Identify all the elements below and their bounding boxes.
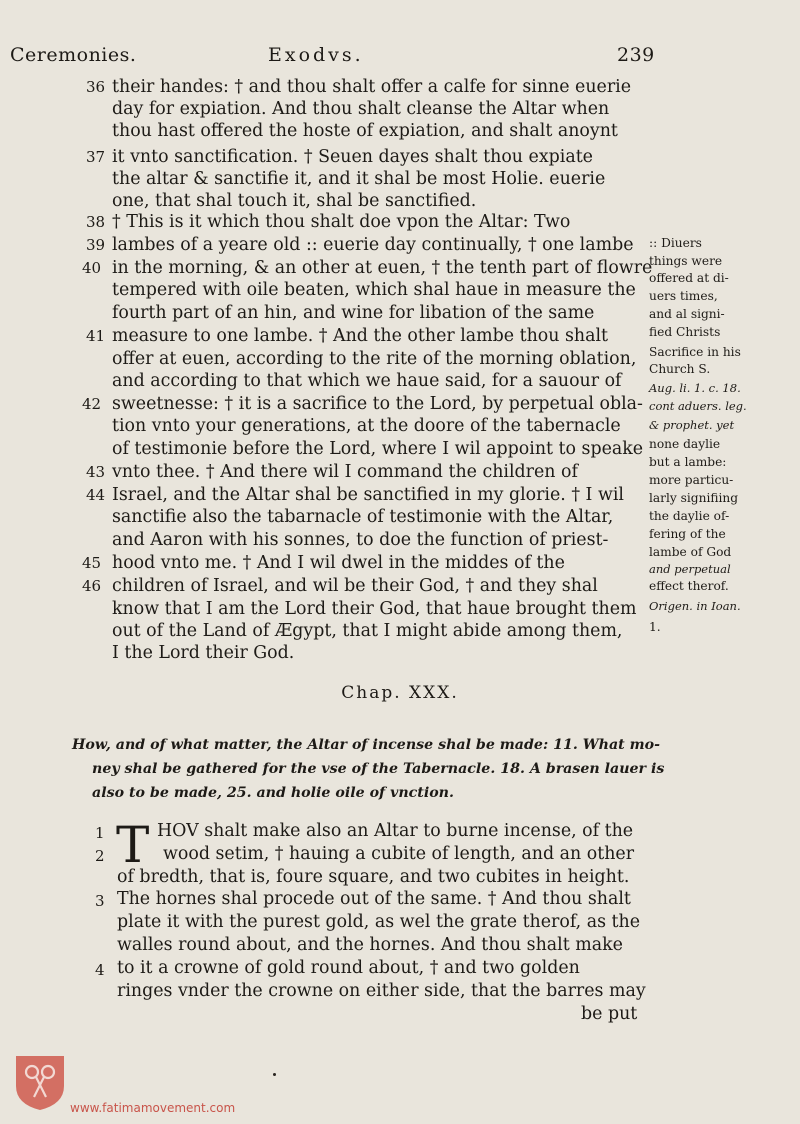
verse-number: 36 <box>86 78 106 96</box>
running-header-left: Ceremonies. <box>10 44 137 66</box>
margin-line: and perpetual <box>649 562 731 576</box>
verse-number: 43 <box>86 463 106 481</box>
ink-speck <box>273 1073 276 1076</box>
verse-number: 4 <box>95 961 105 979</box>
text-line: and Aaron with his sonnes, to doe the function of priest- <box>112 530 609 550</box>
margin-line: Sacrifice in his <box>649 345 741 359</box>
text-line: of bredth, that is, foure square, and two cubites in height. <box>117 867 630 887</box>
text-line: sweetnesse: † it is a sacrifice to the Lord, by perpetual obla- <box>112 394 643 414</box>
verse-number: 46 <box>82 577 102 595</box>
running-header-center: Exodvs. <box>268 44 364 66</box>
text-line: † This is it which thou shalt doe vpon the Altar: Two <box>112 212 571 232</box>
summary-line: ney shal be gathered for the vse of the Tabernacle. 18. A brasen lauer is <box>92 761 665 777</box>
fatima-movement-logo <box>12 1052 68 1112</box>
text-line: to it a crowne of gold round about, † and two golden <box>117 958 580 978</box>
text-line: wood setim, † hauing a cubite of length, and an other <box>163 844 635 864</box>
text-line: walles round about, and the hornes. And thou shalt make <box>117 935 623 955</box>
margin-line: fied Christs <box>649 325 721 339</box>
text-line: it vnto sanctification. † Seuen dayes shalt thou expiate <box>112 147 593 167</box>
margin-line: and al signi- <box>649 307 725 321</box>
margin-line: cont aduers. leg. <box>649 399 747 413</box>
text-line: know that I am the Lord their God, that haue brought them <box>112 599 637 619</box>
chapter-heading: Chap. XXX. <box>341 683 459 703</box>
verse-number: 42 <box>82 395 102 413</box>
margin-line: offered at di- <box>649 271 729 285</box>
footer-url[interactable]: www.fatimamovement.com <box>70 1101 236 1115</box>
text-line: tempered with oile beaten, which shal haue in measure the <box>112 280 636 300</box>
verse-number: 37 <box>86 148 106 166</box>
text-line: tion vnto your generations, at the doore of the tabernacle <box>112 416 621 436</box>
margin-line: :: Diuers <box>649 236 702 250</box>
margin-line: Church S. <box>649 362 711 376</box>
margin-line: Aug. li. 1. c. 18. <box>649 381 741 395</box>
text-line: fourth part of an hin, and wine for libation of the same <box>112 303 595 323</box>
text-line: children of Israel, and wil be their God, † and they shal <box>112 576 598 596</box>
text-line: measure to one lambe. † And the other lambe thou shalt <box>112 326 609 346</box>
summary-line: also to be made, 25. and holie oile of vnction. <box>92 785 454 801</box>
text-line: Israel, and the Altar shal be sanctified in my glorie. † I wil <box>112 485 624 505</box>
text-line: plate it with the purest gold, as wel the grate therof, as the <box>117 912 641 932</box>
margin-line: larly signifiing <box>649 491 739 505</box>
text-line: vnto thee. † And there wil I command the children of <box>112 462 578 482</box>
margin-line: 1. <box>649 620 661 634</box>
text-line: The hornes shal procede out of the same. † And thou shalt <box>117 889 631 909</box>
margin-line: Origen. in Ioan. <box>649 599 741 613</box>
margin-line: but a lambe: <box>649 455 727 469</box>
margin-line: effect therof. <box>649 579 729 593</box>
margin-line: uers times, <box>649 289 718 303</box>
text-line: day for expiation. And thou shalt cleanse the Altar when <box>112 99 610 119</box>
text-line: and according to that which we haue said, for a sauour of <box>112 371 622 391</box>
summary-line: How, and of what matter, the Altar of incense shal be made: 11. What mo- <box>72 737 661 753</box>
text-line: in the morning, & an other at euen, † the tenth part of flowre <box>112 258 653 278</box>
text-line: their handes: † and thou shalt offer a calfe for sinne euerie <box>112 77 631 97</box>
verse-number: 44 <box>86 486 106 504</box>
drop-cap: T <box>116 816 150 874</box>
text-line: out of the Land of Ægypt, that I might abide among them, <box>112 621 623 641</box>
margin-line: more particu- <box>649 473 734 487</box>
catchword: be put <box>581 1004 638 1024</box>
text-line: one, that shal touch it, shal be sanctified. <box>112 191 477 211</box>
text-line: HOV shalt make also an Altar to burne incense, of the <box>157 821 634 841</box>
text-line: I the Lord their God. <box>112 643 295 663</box>
page-number: 239 <box>617 44 655 66</box>
text-line: hood vnto me. † And I wil dwel in the middes of the <box>112 553 565 573</box>
text-line: offer at euen, according to the rite of the morning oblation, <box>112 349 637 369</box>
text-line: thou hast offered the hoste of expiation, and shalt anoynt <box>112 121 618 141</box>
text-line: the altar & sanctifie it, and it shal be most Holie. euerie <box>112 169 606 189</box>
text-line: ringes vnder the crowne on either side, that the barres may <box>117 981 646 1001</box>
verse-number: 2 <box>95 847 105 865</box>
verse-number: 45 <box>82 554 102 572</box>
margin-line: fering of the <box>649 527 726 541</box>
text-line: of testimonie before the Lord, where I wil appoint to speake <box>112 439 644 459</box>
verse-number: 39 <box>86 236 106 254</box>
text-line: sanctifie also the tabarnacle of testimonie with the Altar, <box>112 507 614 527</box>
margin-line: none daylie <box>649 437 721 451</box>
margin-line: the daylie of- <box>649 509 730 523</box>
verse-number: 40 <box>82 259 102 277</box>
verse-number: 38 <box>86 213 106 231</box>
verse-number: 3 <box>95 892 105 910</box>
margin-line: things were <box>649 254 723 268</box>
margin-line: lambe of God <box>649 545 732 559</box>
verse-number: 41 <box>86 327 106 345</box>
verse-number: 1 <box>95 824 105 842</box>
margin-line: & prophet. yet <box>649 418 735 432</box>
text-line: lambes of a yeare old :: euerie day continually, † one lambe <box>112 235 634 255</box>
